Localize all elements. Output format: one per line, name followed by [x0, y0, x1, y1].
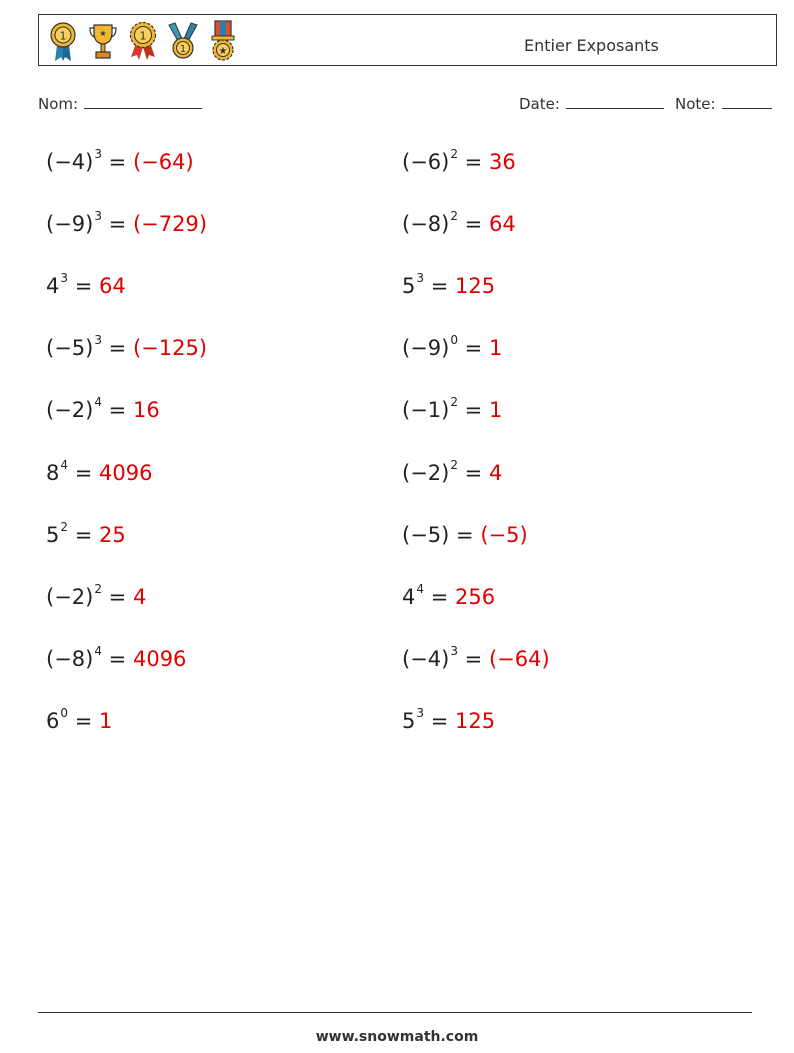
equals-sign: = [430, 708, 449, 733]
problem-answer: (−5) [480, 522, 528, 547]
problem-item [46, 210, 207, 238]
problem-exponent: 2 [60, 519, 69, 534]
problem-answer: 4 [132, 584, 147, 609]
problem-base: 4 [402, 584, 416, 609]
equals-sign: = [464, 336, 483, 361]
problem-base: (−9) [402, 336, 450, 361]
equals-sign: = [430, 274, 449, 299]
problem-item [46, 645, 186, 673]
problem-answer: 16 [132, 398, 160, 423]
svg-text:1: 1 [139, 29, 147, 43]
problem-base: (−8) [46, 646, 94, 671]
problem-base: (−6) [402, 150, 450, 174]
medal-icons [47, 19, 239, 63]
problem-base: (−9) [46, 212, 94, 237]
problem-base: 8 [46, 460, 60, 485]
problem-exponent: 3 [450, 643, 458, 658]
problem-base: 5 [402, 274, 416, 299]
problem-base: (−4) [402, 646, 450, 671]
problem-base: 6 [46, 708, 60, 733]
problem-exponent: 3 [94, 333, 102, 348]
problem-base: (−8) [402, 212, 450, 237]
equals-sign: = [74, 274, 93, 299]
problem-exponent: 4 [416, 581, 425, 596]
name-label: Nom: [38, 95, 79, 113]
problem-exponent: 3 [94, 147, 102, 161]
score-label: Note: [675, 95, 716, 113]
svg-text:★: ★ [218, 46, 228, 57]
star-medal-icon [207, 19, 239, 63]
problem-answer: (−729) [132, 212, 208, 237]
ribbon-medal-icon [47, 19, 79, 63]
problem-exponent: 3 [416, 705, 425, 720]
problem-item [46, 396, 160, 424]
problem-answer: 125 [455, 274, 496, 299]
problem-answer: 64 [99, 274, 126, 299]
worksheet-title: Entier Exposants [524, 36, 659, 55]
problem-answer: 1 [488, 336, 503, 361]
problem-answer: 36 [488, 150, 516, 174]
problem-item [402, 583, 495, 611]
problem-base: (−5) [402, 522, 450, 547]
svg-text:1: 1 [59, 29, 67, 43]
problem-item [402, 334, 502, 362]
equals-sign: = [464, 150, 483, 174]
equals-sign: = [464, 460, 483, 485]
svg-text:★: ★ [99, 29, 107, 38]
svg-text:1: 1 [179, 44, 187, 55]
problem-exponent: 4 [60, 457, 69, 472]
neck-medal-icon [167, 19, 199, 63]
problem-answer: 25 [99, 522, 126, 547]
problem-base: (−2) [46, 398, 94, 423]
problem-item [402, 396, 502, 424]
problem-item [46, 583, 146, 611]
problem-exponent: 2 [450, 395, 458, 410]
equals-sign: = [108, 150, 127, 174]
equals-sign: = [430, 584, 449, 609]
footer-divider [38, 1012, 752, 1013]
problem-item [402, 645, 550, 673]
problem-item [402, 707, 495, 735]
problem-base: (−5) [46, 336, 94, 361]
equals-sign: = [464, 398, 483, 423]
equals-sign: = [108, 212, 127, 237]
worksheet-header [38, 14, 777, 66]
problem-base: (−1) [402, 398, 450, 423]
problem-answer: 64 [488, 212, 516, 237]
problem-base: (−2) [46, 584, 94, 609]
problem-item [46, 459, 152, 487]
date-blank-line[interactable] [566, 94, 664, 109]
problem-exponent: 2 [450, 147, 458, 161]
problem-item [46, 521, 126, 549]
problem-answer: 125 [455, 708, 496, 733]
problem-item [402, 521, 528, 549]
problem-item [46, 148, 194, 176]
problem-item [402, 459, 502, 487]
problem-answer: 256 [455, 584, 496, 609]
problem-exponent: 4 [94, 395, 102, 410]
problem-exponent: 2 [94, 581, 102, 596]
problem-exponent: 2 [450, 457, 458, 472]
problem-item [402, 272, 495, 300]
problem-base: 5 [402, 708, 416, 733]
problem-item [46, 334, 207, 362]
problem-base: 4 [46, 274, 60, 299]
problem-exponent: 2 [450, 209, 458, 224]
trophy-icon [87, 19, 119, 63]
score-field [675, 94, 772, 113]
problem-answer: 1 [488, 398, 503, 423]
problem-base: (−2) [402, 460, 450, 485]
equals-sign: = [108, 336, 127, 361]
equals-sign: = [464, 212, 483, 237]
problem-answer: (−64) [132, 150, 194, 174]
problem-item [46, 272, 126, 300]
problem-answer: 1 [99, 708, 113, 733]
equals-sign: = [74, 460, 93, 485]
name-blank-line[interactable] [84, 94, 202, 109]
name-field [38, 94, 202, 113]
problem-answer: 4096 [99, 460, 153, 485]
problem-item [402, 210, 516, 238]
problem-base: 5 [46, 522, 60, 547]
problem-item [402, 148, 516, 176]
problem-item [46, 707, 112, 735]
equals-sign: = [74, 522, 93, 547]
equals-sign: = [108, 584, 127, 609]
problem-exponent: 3 [60, 271, 69, 286]
problem-exponent: 3 [416, 271, 425, 286]
equals-sign: = [464, 646, 483, 671]
footer-site: www.snowmath.com [315, 1029, 479, 1045]
score-blank-line[interactable] [722, 94, 772, 109]
problem-answer: (−64) [488, 646, 550, 671]
problem-exponent: 0 [60, 705, 69, 720]
problem-answer: 4096 [132, 646, 187, 671]
problem-exponent: 4 [94, 643, 102, 658]
date-field [519, 94, 664, 113]
problem-exponent: 0 [450, 333, 458, 348]
equals-sign: = [108, 398, 127, 423]
problem-exponent: 3 [94, 209, 102, 224]
equals-sign: = [456, 522, 474, 547]
rosette-medal-icon [127, 19, 159, 63]
equals-sign: = [74, 708, 93, 733]
date-label: Date: [519, 95, 560, 113]
problem-base: (−4) [46, 150, 94, 174]
problem-answer: 4 [488, 460, 503, 485]
problem-answer: (−125) [132, 336, 208, 361]
equals-sign: = [108, 646, 127, 671]
